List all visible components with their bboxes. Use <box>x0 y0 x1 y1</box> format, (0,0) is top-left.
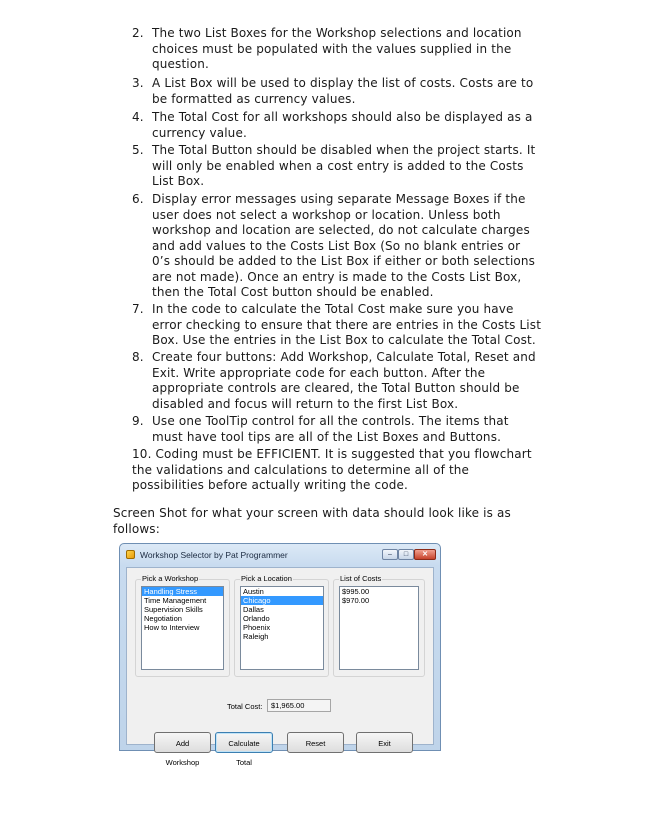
list-item[interactable]: Handling Stress <box>142 587 223 596</box>
list-item[interactable]: Phoenix <box>243 623 271 632</box>
requirement-text: The Total Button should be disabled when the project starts. It will only be enabled when a cost entry is added to the Costs List Box. <box>152 143 536 188</box>
screenshot-intro: Screen Shot for what your screen with data should look like is as follows: <box>113 506 511 536</box>
window-title: Workshop Selector by Pat Programmer <box>140 550 288 560</box>
workshop-group-label: Pick a Workshop <box>142 574 199 583</box>
requirement-10: 10. Coding must be EFFICIENT. It is suggested that you flowchart the validations and calculations to determine all of the possibilities before actually writing the code. <box>132 447 532 492</box>
workshop-selector-window <box>119 543 441 767</box>
list-item[interactable]: Dallas <box>243 605 264 614</box>
location-listbox[interactable] <box>240 586 324 670</box>
add-workshop-button[interactable]: Add Workshop <box>154 732 211 753</box>
location-group-label: Pick a Location <box>241 574 292 583</box>
list-item[interactable]: Time Management <box>144 596 207 605</box>
requirement-number: 6. <box>132 192 144 206</box>
maximize-button[interactable] <box>398 549 414 560</box>
workshop-listbox[interactable] <box>141 586 224 670</box>
close-icon: ✕ <box>422 551 428 558</box>
location-group <box>234 574 329 677</box>
reset-button[interactable]: Reset <box>287 732 344 753</box>
minimize-button[interactable] <box>382 549 398 560</box>
list-item[interactable]: How to Interview <box>144 623 200 632</box>
requirement-text: The Total Cost for all workshops should also be displayed as a currency value. <box>152 110 533 140</box>
requirement-text: Create four buttons: Add Workshop, Calculate Total, Reset and Exit. Write appropriate code for each button. After the appropriate controls are cleared, the Total Button should be disabled and focus will return to the first List Box. <box>152 350 536 411</box>
exit-button[interactable]: Exit <box>356 732 413 753</box>
app-icon <box>126 550 135 559</box>
form-client-area <box>126 567 434 767</box>
requirement-5 <box>132 143 542 190</box>
requirement-number: 7. <box>132 302 144 316</box>
requirement-number: 9. <box>132 414 144 428</box>
minimize-icon: – <box>388 551 392 558</box>
requirement-number: 3. <box>132 76 144 90</box>
calculate-total-button[interactable]: Calculate Total <box>215 732 273 753</box>
list-item[interactable]: Chicago <box>241 596 323 605</box>
list-item[interactable]: Orlando <box>243 614 270 623</box>
requirement-6 <box>132 192 542 301</box>
list-item[interactable]: Raleigh <box>243 632 269 641</box>
requirement-9 <box>132 414 542 445</box>
requirement-text: Display error messages using separate Message Boxes if the user does not select a workshop or location. Unless both workshop and location are selected, do not calculate charges and add values to the Costs List Box (So no blank entries or 0’s should be added to the List Box if either or both selections are not made). Once an entry is made to the Costs List Box, then the Total Cost button should be enabled. <box>152 192 536 299</box>
requirement-number: 8. <box>132 350 144 364</box>
close-button[interactable] <box>414 549 436 560</box>
costs-listbox[interactable] <box>339 586 419 670</box>
requirement-8 <box>132 350 542 412</box>
requirement-7 <box>132 302 542 349</box>
requirement-text: The two List Boxes for the Workshop selections and location choices must be populated with the values supplied in the question. <box>152 26 522 71</box>
requirement-text: A List Box will be used to display the list of costs. Costs are to be formatted as currency values. <box>152 76 534 106</box>
costs-group-label: List of Costs <box>340 574 382 583</box>
total-cost-display: $1,965.00 <box>267 699 331 712</box>
list-item[interactable]: Negotiation <box>144 614 182 623</box>
list-item[interactable]: Austin <box>243 587 264 596</box>
list-item[interactable]: $970.00 <box>342 596 370 605</box>
requirement-3 <box>132 76 542 107</box>
list-item[interactable]: Supervision Skills <box>144 605 203 614</box>
requirement-text: Use one ToolTip control for all the controls. The items that must have tool tips are all of the List Boxes and Buttons. <box>152 414 509 444</box>
requirement-number: 4. <box>132 110 144 124</box>
title-bar <box>120 544 440 566</box>
requirement-2 <box>132 26 542 73</box>
requirement-number: 2. <box>132 26 144 40</box>
requirement-4 <box>132 110 542 141</box>
maximize-icon: □ <box>403 551 409 558</box>
requirement-number: 5. <box>132 143 144 157</box>
requirement-text: In the code to calculate the Total Cost make sure you have error checking to ensure that there are entries in the Costs List Box. Use the entries in the List Box to calculate the Total Cost. <box>152 302 542 347</box>
costs-group <box>333 574 425 677</box>
workshop-group <box>135 574 230 677</box>
total-cost-label: Total Cost: <box>227 702 263 711</box>
list-item[interactable]: $995.00 <box>342 587 370 596</box>
